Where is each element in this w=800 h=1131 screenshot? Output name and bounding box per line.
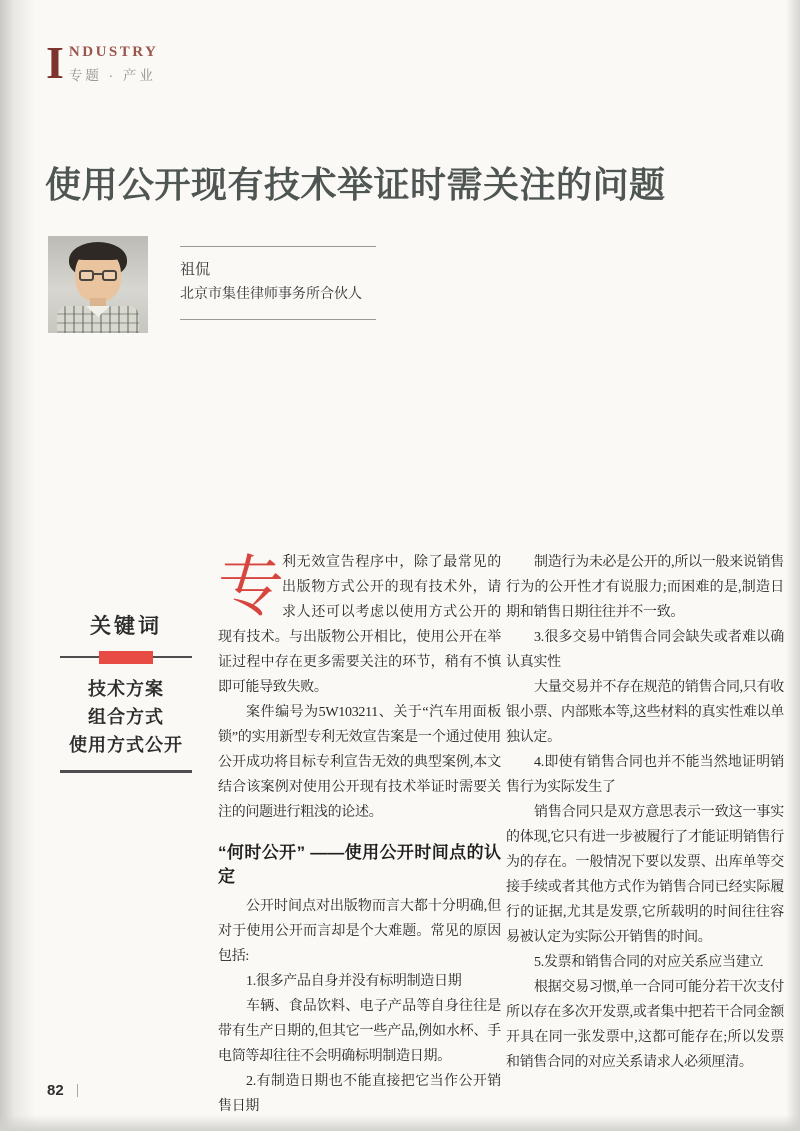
paragraph-text: 利无效宣告程序中，除了最常见的出版物方式公开的现有技术外，请求人还可以考虑以使用方式公开的现有技术。与出版物公开相比，使用公开在举证过程中存在更多需要关注的环节，稍有不慎即可能导致失败。 — [218, 555, 501, 695]
avatar-glasses-bridge — [94, 273, 102, 275]
author-name: 祖侃 — [180, 261, 211, 278]
masthead-text — [69, 44, 158, 84]
masthead-initial: I — [46, 37, 64, 88]
scan-edge-right — [786, 0, 800, 1131]
paragraph: 公开时间点对出版物而言大都十分明确,但对于使用公开而言却是个大难题。常见的原因包括: — [218, 899, 501, 964]
article-title: 使用公开现有技术举证时需关注的问题 — [45, 164, 666, 205]
magazine-masthead — [46, 37, 159, 88]
page-number: 82 — [47, 1082, 64, 1099]
author-info-block — [180, 246, 376, 320]
paragraph: 根据交易习惯,单一合同可能分若干次支付所以存在多次开发票,或者集中把若干合同金额开具在同一张发票中,这都可能存在;所以发票和销售合同的对应关系请求人必须厘清。 — [506, 980, 784, 1070]
keywords-list — [60, 675, 192, 759]
keywords-sidebar — [60, 612, 192, 773]
paragraph: 车辆、食品饮料、电子产品等自身往往是带有生产日期的,但其它一些产品,例如水杯、手电筒等却往往不会明确标明制造日期。 — [218, 999, 501, 1064]
body-column-1 — [218, 550, 501, 1119]
masthead-name: NDUSTRY — [68, 44, 159, 60]
author-affiliation: 北京市集佳律师事务所合伙人 — [180, 285, 362, 301]
keywords-bottom-rule — [60, 770, 192, 773]
dropcap-character: 专 — [218, 551, 284, 624]
masthead-section: 专题 · 产业 — [68, 68, 156, 83]
keyword-item: 组合方式 — [88, 707, 164, 727]
keyword-item: 技术方案 — [88, 679, 164, 699]
paragraph: 3.很多交易中销售合同会缺失或者难以确认真实性 — [506, 630, 784, 670]
paragraph: 5.发票和销售合同的对应关系应当建立 — [534, 955, 764, 970]
paragraph: 2.有制造日期也不能直接把它当作公开销售日期 — [218, 1074, 501, 1114]
paragraph: 1.很多产品自身并没有标明制造日期 — [246, 974, 462, 989]
author-photo — [48, 236, 148, 333]
keyword-item: 使用方式公开 — [69, 735, 183, 755]
footer-separator — [77, 1084, 78, 1097]
body-column-2 — [506, 550, 784, 1075]
page-footer — [47, 1082, 78, 1099]
paragraph: 4.即使有销售合同也并不能当然地证明销售行为实际发生了 — [506, 755, 784, 795]
keywords-divider — [60, 651, 192, 664]
keywords-title: 关键词 — [90, 614, 162, 638]
avatar-glasses — [79, 270, 117, 282]
keywords-red-marker — [99, 651, 153, 664]
avatar-lens-left — [79, 270, 94, 281]
avatar-fringe — [74, 245, 122, 260]
paragraph: 制造行为未必是公开的,所以一般来说销售行为的公开性才有说服力;而困难的是,制造日期和销售日期往往并不一致。 — [506, 555, 784, 620]
scan-edge-left — [0, 0, 36, 1131]
paragraph: 案件编号为5W103211、关于“汽车用面板锁”的实用新型专利无效宣告案是一个通过使用公开成功将目标专利宣告无效的典型案例,本文结合该案例对使用公开现有技术举证时需要关注的问题进行粗浅的论述。 — [218, 705, 501, 820]
avatar-lens-right — [102, 270, 117, 281]
section-heading: “何时公开” ——使用公开时间点的认定 — [218, 843, 501, 886]
paragraph: 销售合同只是双方意思表示一致这一事实的体现,它只有进一步被履行了才能证明销售行为的存在。一般情况下要以发票、出库单等交接手续或者其他方式作为销售合同已经实际履行的证据,尤其是发票,它所载明的时间往往容易被认定为实际公开销售的时间。 — [506, 805, 784, 945]
paragraph: 大量交易并不存在规范的销售合同,只有收银小票、内部账本等,这些材料的真实性难以单独认定。 — [506, 680, 784, 745]
paragraph — [218, 550, 501, 700]
